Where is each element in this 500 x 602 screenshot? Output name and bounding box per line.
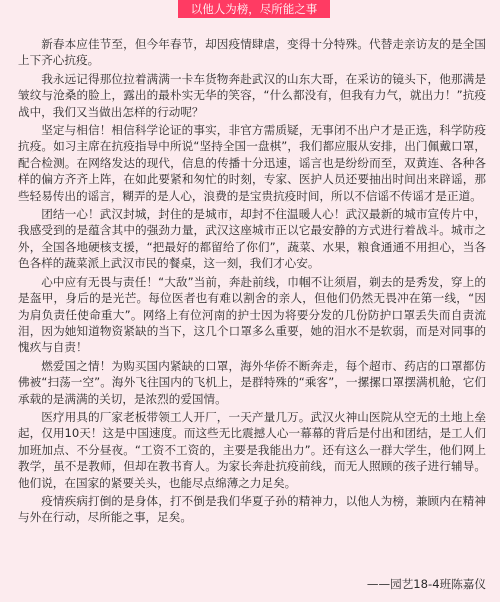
paragraph: 疫情疾病打倒的是身体，打不倒是我们华夏子孙的精神力，以他人为榜，兼顾内在精神与外在行动，尽所能之事，足矣。 [18,493,486,525]
paragraph: 医疗用具的厂家老板带领工人开厂，一天产量几万。武汉火神山医院从空无的土地上垒起，仅用10天！这是中国速度。而这些无比震撼人心一幕幕的背后是付出和团结，是工人们加班加点、不分昼夜。“工资不工资的，主要是我能出力”。还有这么一群大学生，他们网上教学，虽不是教师，但却在教书育人。为家长奔赴抗疫前线，而无人照顾的孩子进行辅导。他们说，在国家的紧要关头，也能尽点绵薄之力足矣。 [18,409,486,490]
paragraph: 新春本应佳节至，但今年春节，却因疫情肆虐，变得十分特殊。代替走亲访友的是全国上下齐心抗疫。 [18,37,486,68]
document-title: 以他人为榜，尽所能之事 [178,0,330,18]
article-body [18,36,486,528]
paragraph: 燃爱国之情！为购买国内紧缺的口罩，海外华侨不断奔走，每个超市、药店的口罩都仿佛被“扫荡一空”。海外飞往国内的飞机上，是群特殊的“乘客”，一摞摞口罩摆满机舱，它们承载的是满满的关切，是浓烈的爱国情。 [18,358,486,406]
author-signature: ——园艺18-4班陈嘉仪 [366,577,486,591]
paragraph: 心中应有无畏与责任！“大敌”当前，奔赴前线，巾帼不让须眉，剃去的是秀发，穿上的是盔甲，身后的是光芒。每位医者也有难以割舍的亲人，但他们仍然无畏冲在第一线，“因为肩负责任使命重大”。网络上有位河南的护士因为将要分发的几份防护口罩丢失而自责流泪，因为她知道物资紧缺的当下，这几个口罩多么重要，她的泪水不是软弱，而是对同事的愧疚与自责！ [18,274,486,355]
paragraph: 我永远记得那位拉着满满一卡车货物奔赴武汉的山东大哥，在采访的镜头下，他那满是皱纹与沧桑的脸上，露出的最朴实无华的笑容，“什么都没有，但我有力气，就出力！”抗疫战中，我们又当做出怎样的行动呢？ [18,71,486,119]
paragraph: 团结一心！武汉封城，封住的是城市，却封不住温暖人心！武汉最新的城市宣传片中，我感受到的是蕴含其中的强劲力量，武汉这座城市正以它最安静的方式进行着战斗。城市之外，全国各地硬核支援，“把最好的都留给了你们”，蔬菜、水果，粮食通通不用担心，当各色各样的蔬菜派上武汉市民的餐桌，这一刻，我们才心安。 [18,207,487,271]
paragraph: 坚定与相信！相信科学论证的事实，非官方需质疑，无事闭不出户才是正选，科学防疫抗疫。如习主席在抗疫指导中所说“坚持全国一盘棋”，我们都应服从安排，出门佩戴口罩，配合检测。在网络发达的现代，信息的传播十分迅速，谣言也是纷纷而至，双黄连、各种各样的偏方齐齐上阵，在如此要紧和匆忙的时刻，专家、医护人员还要抽出时间出来辟谣，那些轻易传出的谣言，糊弄的是人心，浪费的是宝贵抗疫时间，所以不信谣不传谣才是正道。 [18,123,486,203]
